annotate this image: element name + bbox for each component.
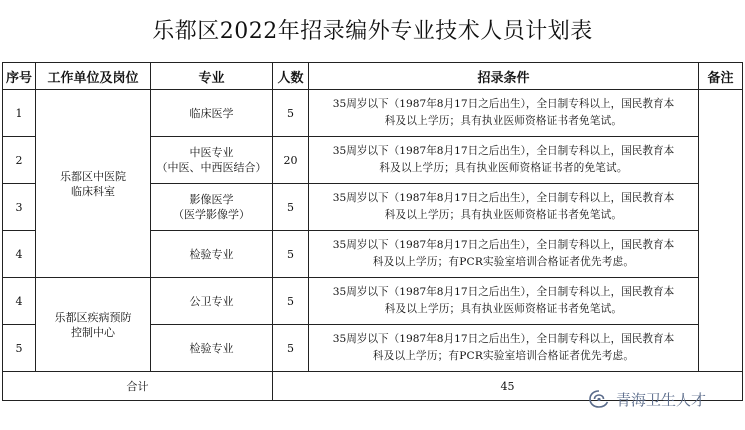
requirements-cell (309, 184, 699, 231)
watermark-text: 青海卫生人才 (616, 390, 707, 409)
unit-department: 控制中心 (71, 325, 115, 339)
table-row (3, 90, 743, 137)
major-cell (151, 231, 273, 278)
major-detail: （中医、中西医结合） (156, 161, 267, 174)
unit-cell (36, 90, 151, 278)
unit-cell (36, 278, 151, 372)
major-cell (151, 137, 273, 184)
total-value: 45 (273, 372, 743, 401)
row-no: 4 (3, 278, 36, 325)
major-name: 影像医学 (189, 193, 234, 206)
header-major: 专业 (151, 63, 273, 90)
unit-name: 乐都区中医院 (60, 169, 126, 183)
total-label: 合计 (3, 372, 273, 401)
major-name: 中医专业 (189, 146, 234, 159)
count-cell: 5 (273, 184, 309, 231)
wechat-official-account-icon (588, 389, 610, 409)
requirement-line: 科及以上学历；具有执业医师资格证书者的免笔试。 (379, 162, 628, 174)
major-cell (151, 184, 273, 231)
count-cell: 5 (273, 90, 309, 137)
count-cell: 5 (273, 278, 309, 325)
requirement-line: 科及以上学历；有PCR实验室培训合格证者优先考虑。 (372, 256, 635, 268)
unit-name: 乐都区疾病预防 (54, 310, 132, 324)
count-cell: 20 (273, 137, 309, 184)
major-name: 检验专业 (189, 247, 234, 261)
header-remarks: 备注 (699, 63, 743, 90)
requirements-cell (309, 90, 699, 137)
requirement-line: 科及以上学历；有PCR实验室培训合格证者优先考虑。 (372, 350, 635, 362)
count-cell: 5 (273, 231, 309, 278)
requirement-line: 35周岁以下（1987年8月17日之后出生），全日制专科以上，国民教育本 (332, 286, 675, 298)
watermark (588, 386, 706, 412)
requirement-line: 35周岁以下（1987年8月17日之后出生），全日制专科以上，国民教育本 (332, 333, 675, 345)
row-no: 2 (3, 137, 36, 184)
major-cell (151, 278, 273, 325)
requirements-cell (309, 137, 699, 184)
header-no: 序号 (3, 63, 36, 90)
requirement-line: 科及以上学历；具有执业医师资格证书者免笔试。 (384, 209, 623, 221)
major-name: 公卫专业 (189, 294, 234, 308)
row-no: 3 (3, 184, 36, 231)
requirement-line: 科及以上学历；具有执业医师资格证书者免笔试。 (384, 303, 623, 315)
row-no: 4 (3, 231, 36, 278)
major-cell (151, 90, 273, 137)
major-detail: （医学影像学） (173, 208, 250, 221)
major-name: 临床医学 (189, 106, 234, 120)
row-no: 1 (3, 90, 36, 137)
requirement-line: 35周岁以下（1987年8月17日之后出生），全日制专科以上，国民教育本 (332, 98, 675, 110)
table-header-row (3, 63, 743, 90)
table-row (3, 278, 743, 325)
requirement-line: 35周岁以下（1987年8月17日之后出生），全日制专科以上，国民教育本 (332, 239, 675, 251)
unit-department: 临床科室 (71, 184, 115, 198)
requirement-line: 科及以上学历；具有执业医师资格证书者免笔试。 (384, 115, 623, 127)
document-title: 乐都区2022年招录编外专业技术人员计划表 (152, 19, 593, 44)
row-no: 5 (3, 325, 36, 372)
header-count: 人数 (273, 63, 309, 90)
requirements-cell (309, 231, 699, 278)
remarks-cell (699, 90, 743, 372)
major-name: 检验专业 (189, 341, 234, 355)
requirement-line: 35周岁以下（1987年8月17日之后出生），全日制专科以上，国民教育本 (332, 192, 675, 204)
recruitment-plan-table (2, 62, 743, 401)
header-requirements: 招录条件 (309, 63, 699, 90)
count-cell: 5 (273, 325, 309, 372)
major-cell (151, 325, 273, 372)
header-unit: 工作单位及岗位 (36, 63, 151, 90)
requirement-line: 35周岁以下（1987年8月17日之后出生），全日制专科以上，国民教育本 (332, 145, 675, 157)
requirements-cell (309, 325, 699, 372)
requirements-cell (309, 278, 699, 325)
